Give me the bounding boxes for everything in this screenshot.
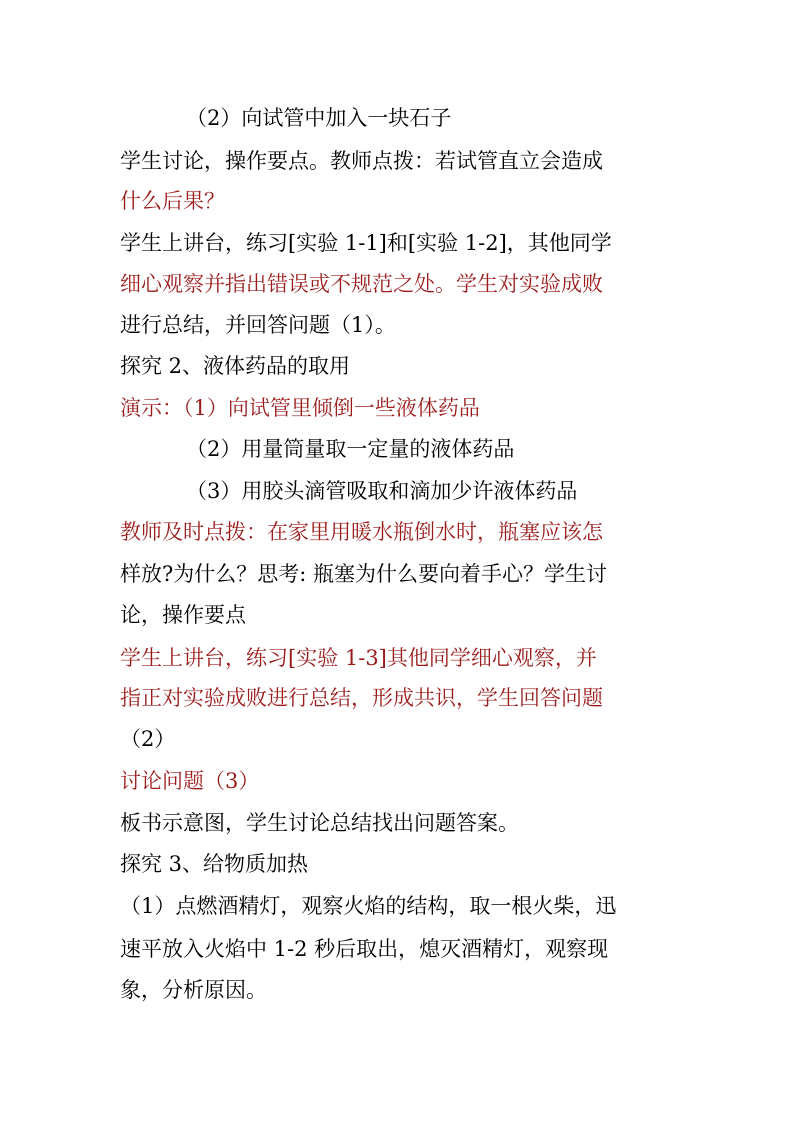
paragraph-line: 学生上讲台，练习[实验 1-3]其他同学细心观察，并	[120, 646, 597, 670]
paragraph-line: 讨论问题（3）	[120, 769, 260, 793]
paragraph-line: （1）点燃酒精灯，观察火焰的结构，取一根火柴，迅	[120, 894, 617, 918]
paragraph-line: （2）	[120, 727, 176, 751]
paragraph-line: 论，操作要点	[120, 603, 246, 627]
paragraph-line: 什么后果？	[120, 189, 225, 213]
paragraph-line: 速平放入火焰中 1-2 秒后取出，熄灭酒精灯，观察现	[120, 937, 609, 961]
paragraph-line: 演示：（1）向试管里倾倒一些液体药品	[120, 396, 480, 420]
section-heading: 探究 3、给物质加热	[120, 852, 309, 876]
paragraph-line: 进行总结，并回答问题（1）。	[120, 313, 396, 337]
paragraph-line: 指正对实验成败进行总结，形成共识，学生回答问题	[120, 686, 603, 710]
section-heading: 探究 2、液体药品的取用	[120, 354, 351, 378]
paragraph-line: 样放?为什么？思考: 瓶塞为什么要向着手心？学生讨	[120, 562, 608, 586]
paragraph-line: 细心观察并指出错误或不规范之处。学生对实验成败	[120, 272, 603, 296]
paragraph-line: （3）用胶头滴管吸取和滴加少许液体药品	[186, 479, 578, 503]
paragraph-line: 教师及时点拨：在家里用暖水瓶倒水时，瓶塞应该怎	[120, 520, 603, 544]
paragraph-line: 板书示意图，学生讨论总结找出问题答案。	[120, 811, 519, 835]
paragraph-line: 象，分析原因。	[120, 978, 267, 1002]
paragraph-line: （2）用量筒量取一定量的液体药品	[186, 437, 515, 461]
paragraph-line: （2）向试管中加入一块石子	[186, 106, 452, 130]
paragraph-line: 学生讨论，操作要点。教师点拨：若试管直立会造成	[120, 149, 603, 173]
paragraph-line: 学生上讲台，练习[实验 1-1]和[实验 1-2]，其他同学	[120, 231, 612, 255]
